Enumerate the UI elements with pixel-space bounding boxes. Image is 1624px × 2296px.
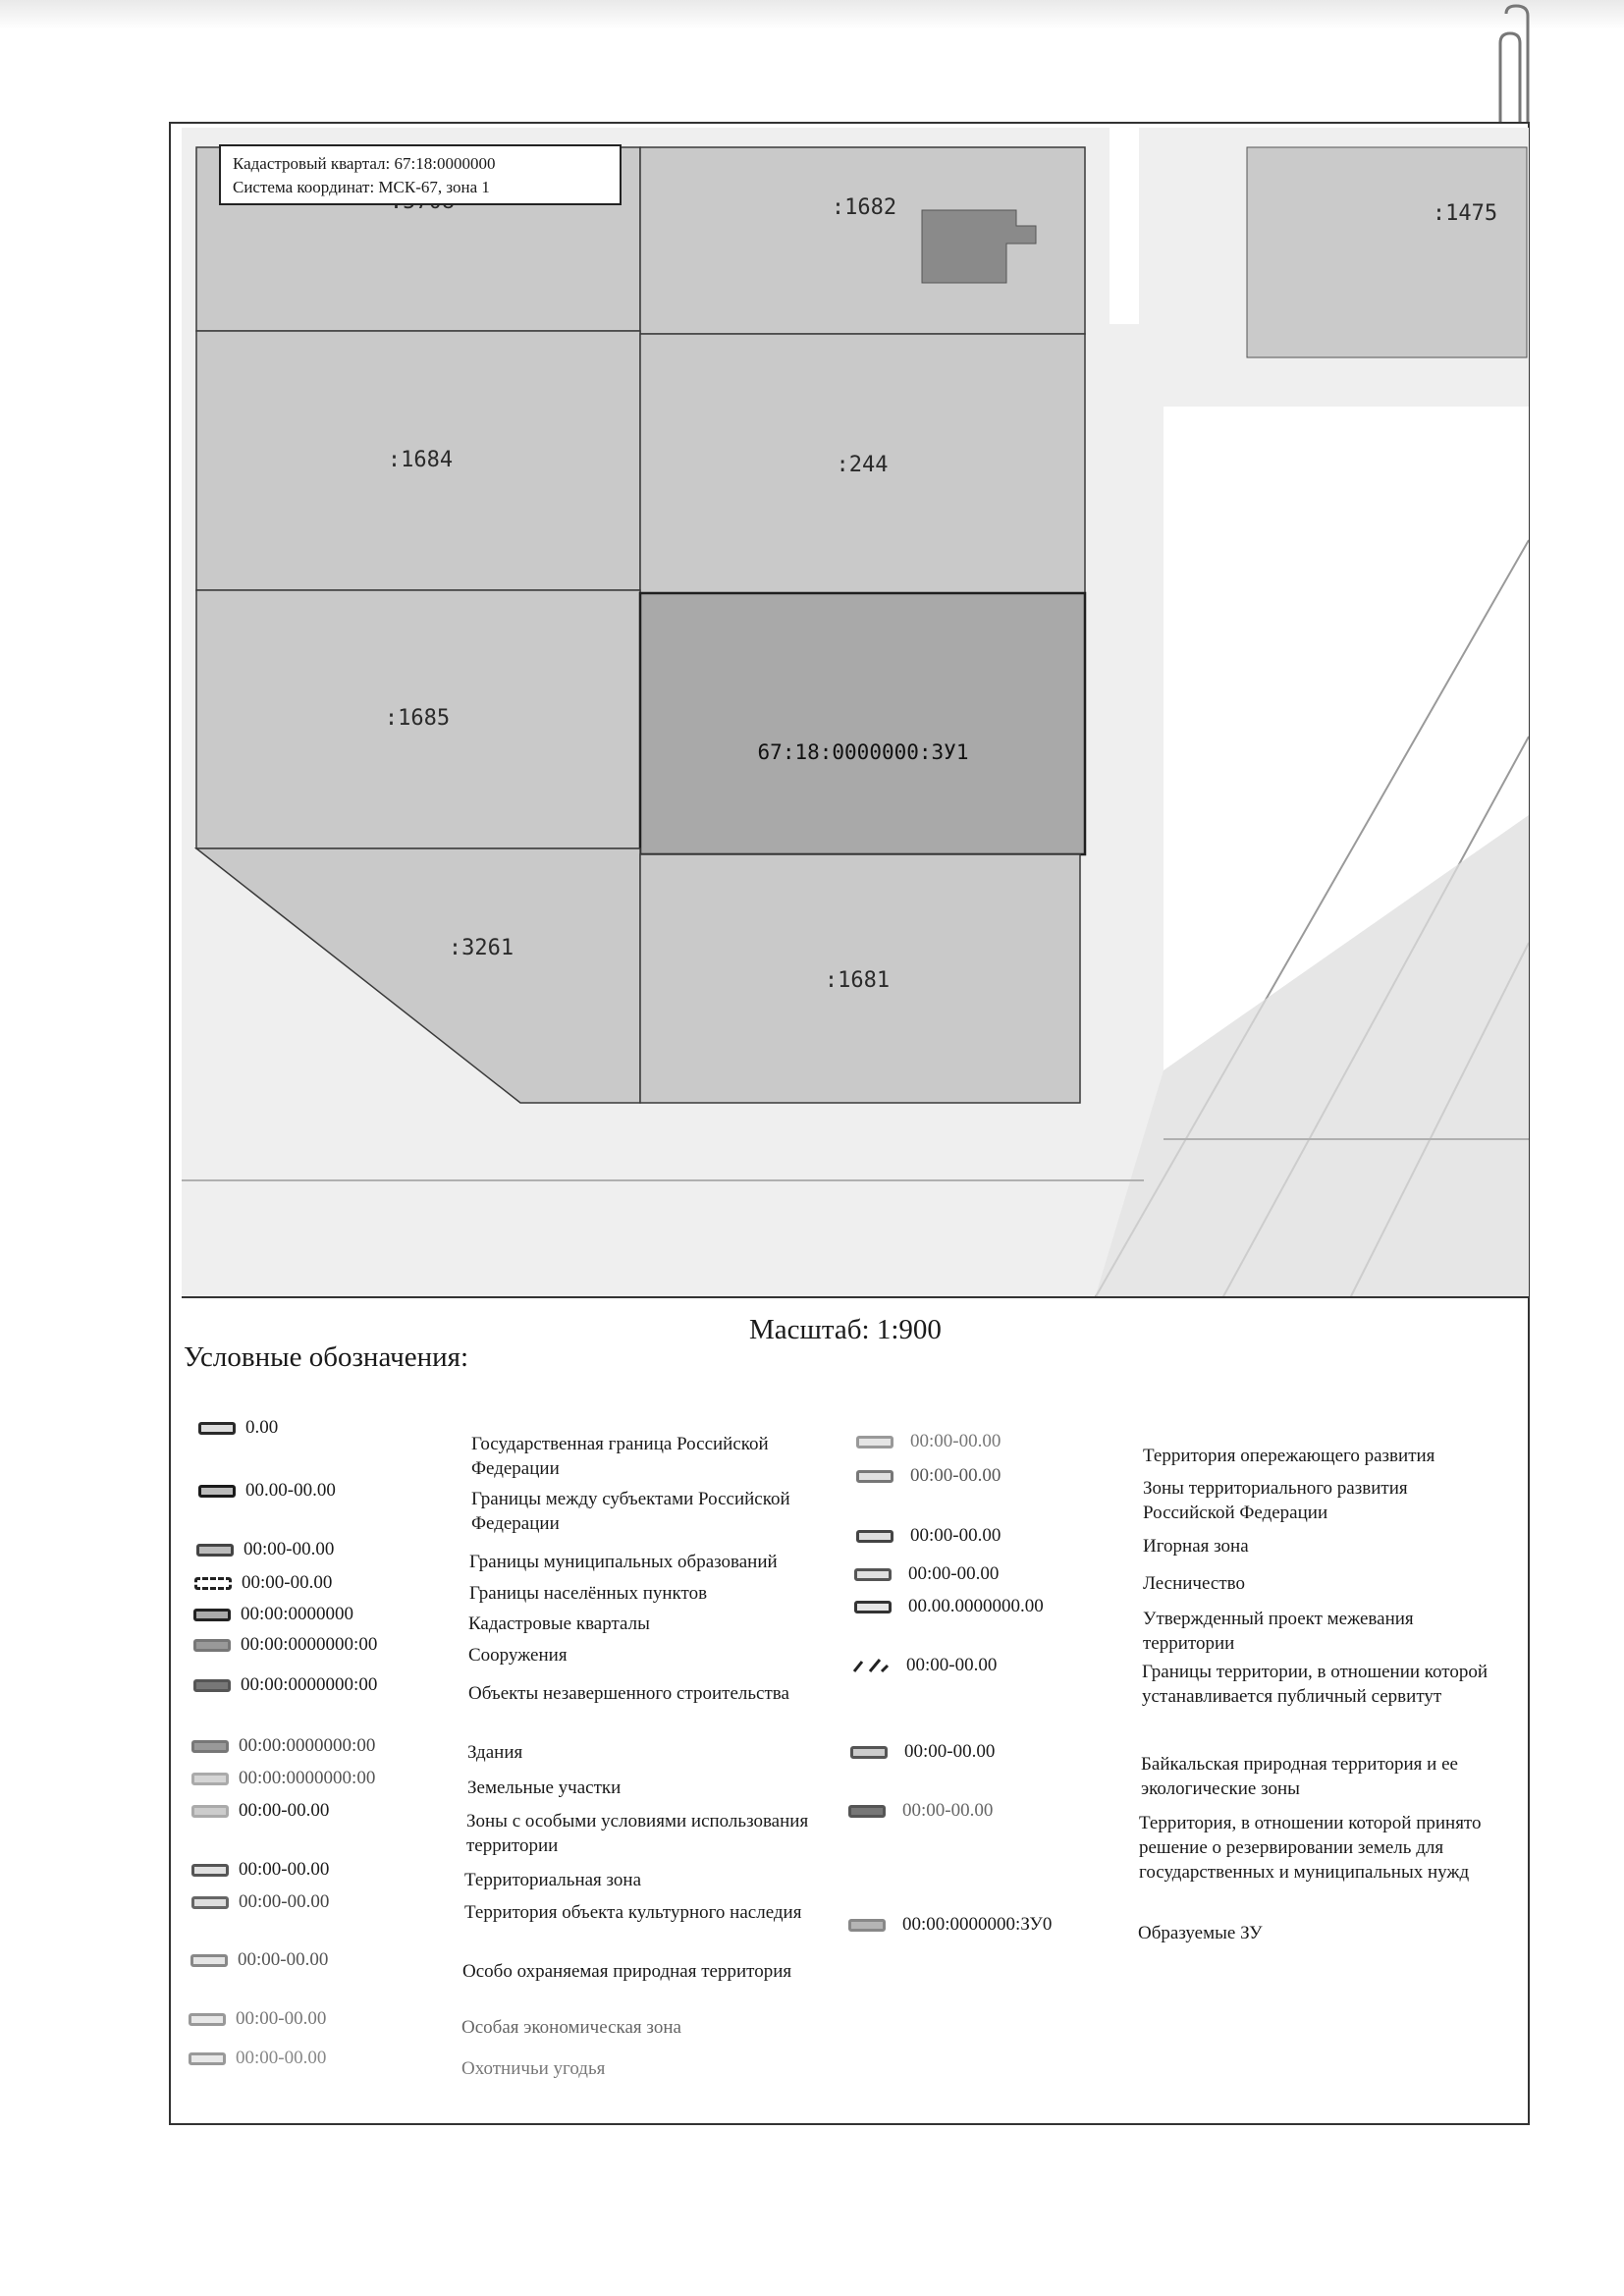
legend-desc: Территория, в отношении которой принято решение о резервировании земель для государственных и муниципальных нужд xyxy=(1139,1813,1482,1883)
parcel-zu1[interactable] xyxy=(640,593,1085,854)
parcel-label: :1682 xyxy=(831,195,897,220)
legend-desc: Особо охраняемая природная территория xyxy=(462,1961,792,1982)
fill-symbol-icon xyxy=(189,2013,226,2026)
cadastral-map[interactable] xyxy=(182,128,1529,1298)
fill-symbol-icon xyxy=(191,1864,229,1877)
legend-desc: Кадастровые кварталы xyxy=(468,1613,650,1634)
fill-symbol-icon xyxy=(854,1601,892,1613)
legend-desc: Игорная зона xyxy=(1143,1536,1249,1557)
parcel-label: :1681 xyxy=(824,968,891,993)
fill-symbol-icon xyxy=(190,1954,228,1967)
cadastral-quarter: Кадастровый квартал: 67:18:0000000 xyxy=(233,154,496,173)
legend-desc: Границы населённых пунктов xyxy=(469,1583,708,1604)
legend-desc: Образуемые ЗУ xyxy=(1138,1923,1263,1943)
legend-desc: Зоны территориального развития Российской Федерации xyxy=(1143,1478,1408,1523)
line-symbol-icon xyxy=(198,1485,236,1498)
legend-desc: Границы территории, в отношении которой устанавливается публичный сервитут xyxy=(1142,1662,1489,1707)
legend-desc: Территория объекта культурного наследия xyxy=(464,1902,802,1923)
legend-desc: Земельные участки xyxy=(467,1777,622,1798)
legend-desc: Объекты незавершенного строительства xyxy=(468,1683,789,1704)
line-symbol-icon xyxy=(193,1609,231,1621)
legend-desc: Зоны с особыми условиями использования территории xyxy=(466,1811,809,1856)
legend-desc: Лесничество xyxy=(1143,1573,1245,1594)
parcel-label: :3261 xyxy=(448,936,514,960)
parcel-1475[interactable] xyxy=(1247,147,1527,357)
hatch-symbol-icon xyxy=(852,1658,890,1673)
fill-symbol-icon xyxy=(848,1805,886,1818)
fill-symbol-icon xyxy=(193,1679,231,1692)
fill-symbol-icon xyxy=(850,1746,888,1759)
scan-shadow xyxy=(0,0,1624,29)
legend-title: Условные обозначения: xyxy=(184,1341,469,1373)
fill-symbol-icon xyxy=(191,1805,229,1818)
legend-desc: Территориальная зона xyxy=(464,1870,642,1890)
legend-desc: Сооружения xyxy=(468,1645,568,1666)
map-bottom-border xyxy=(182,1296,1529,1298)
fill-symbol-icon xyxy=(193,1639,231,1652)
parcel-label: :1475 xyxy=(1432,201,1498,226)
coordinate-system: Система координат: МСК-67, зона 1 xyxy=(233,178,490,196)
fill-symbol-icon xyxy=(854,1568,892,1581)
map-scale: Масштаб: 1:900 xyxy=(749,1314,942,1345)
legend-desc: Границы между субъектами Российской Федерации xyxy=(471,1489,790,1534)
legend-desc: Байкальская природная территория и ее экологические зоны xyxy=(1141,1754,1458,1799)
dashed-line-icon xyxy=(194,1577,232,1590)
legend-desc: Здания xyxy=(467,1742,523,1763)
fill-symbol-icon xyxy=(191,1896,229,1909)
legend-desc: Территория опережающего развития xyxy=(1143,1446,1435,1466)
fill-symbol-icon xyxy=(856,1530,893,1543)
parcel-label: :1685 xyxy=(384,706,451,731)
line-symbol-icon xyxy=(198,1422,236,1435)
fill-symbol-icon xyxy=(856,1470,893,1483)
legend-desc: Утвержденный проект межевания территории xyxy=(1143,1609,1414,1654)
legend-desc: Особая экономическая зона xyxy=(461,2017,681,2038)
parcel-label: :1684 xyxy=(387,448,454,472)
parcel-label: :244 xyxy=(836,453,889,477)
fill-symbol-icon xyxy=(856,1436,893,1449)
fill-symbol-icon xyxy=(191,1773,229,1785)
fill-symbol-icon xyxy=(191,1740,229,1753)
map-canvas xyxy=(182,128,1529,1298)
fill-symbol-icon xyxy=(848,1919,886,1932)
legend-desc: Охотничьи угодья xyxy=(461,2058,606,2079)
line-symbol-icon xyxy=(196,1544,234,1557)
legend-desc: Государственная граница Российской Федерации xyxy=(471,1434,769,1479)
map-info-box xyxy=(219,144,622,205)
legend-desc: Границы муниципальных образований xyxy=(469,1552,778,1572)
parcel-label-selected: 67:18:0000000:ЗУ1 xyxy=(757,740,969,764)
fill-symbol-icon xyxy=(189,2052,226,2065)
